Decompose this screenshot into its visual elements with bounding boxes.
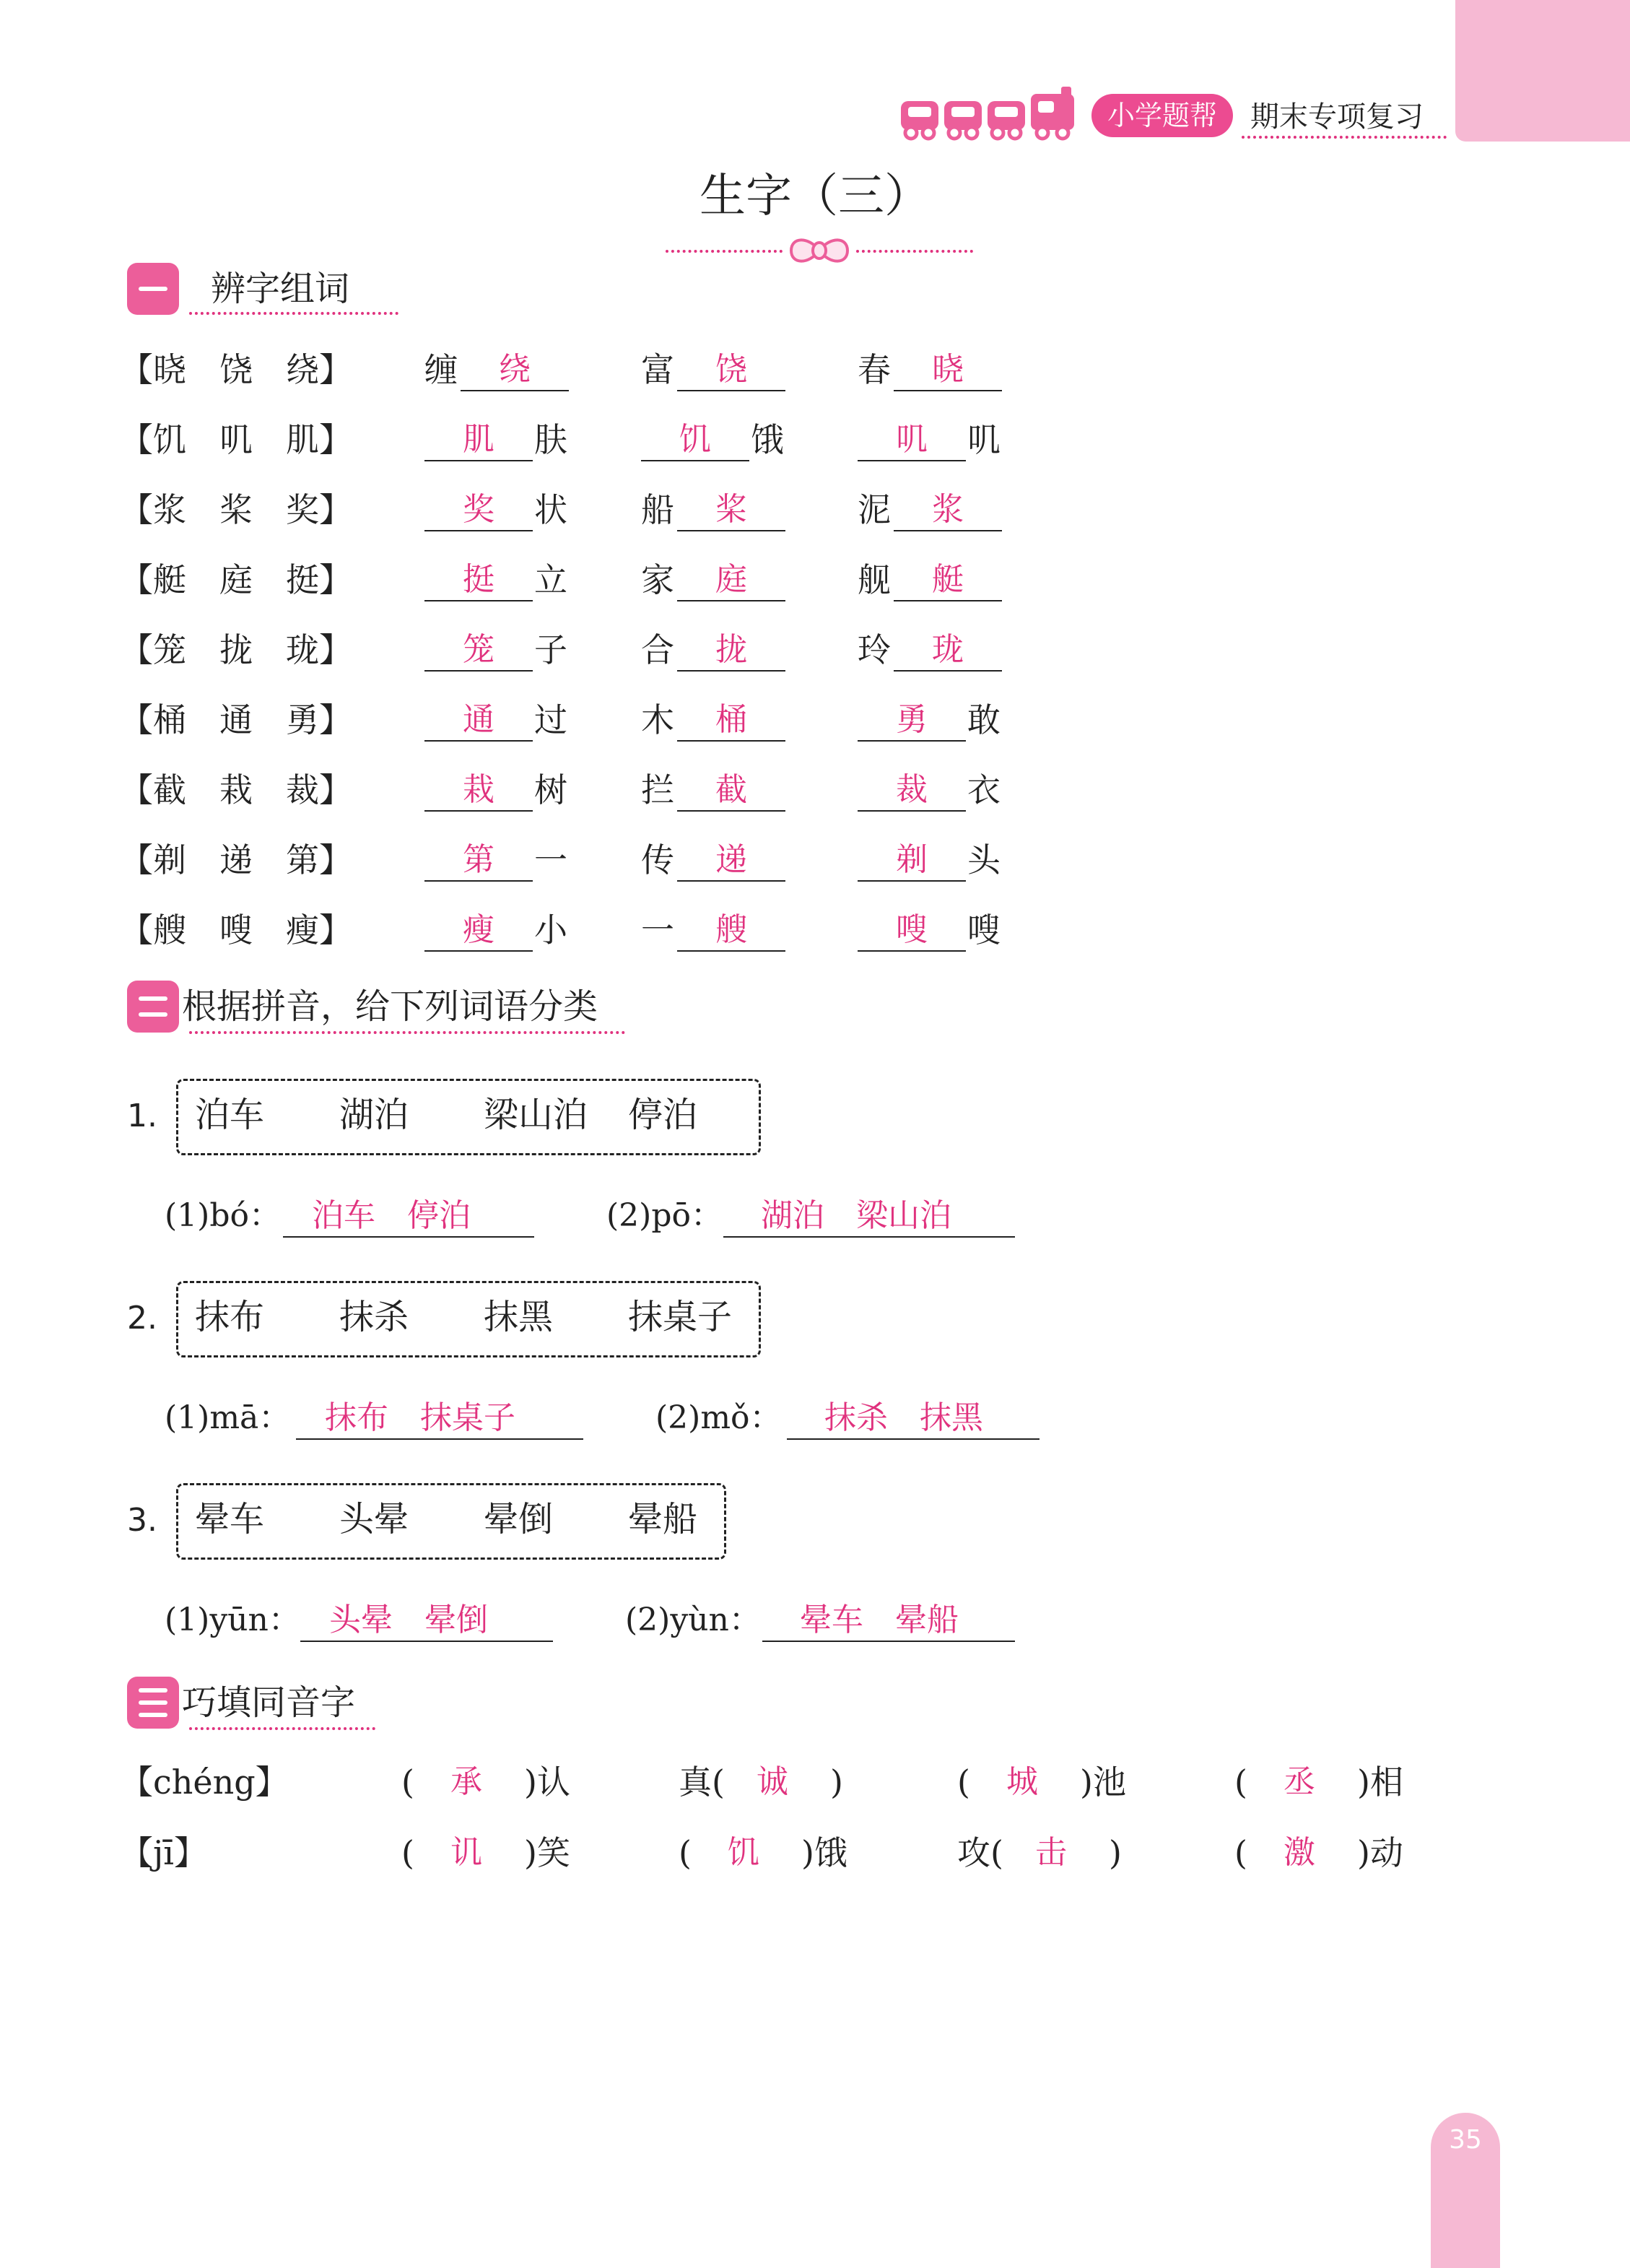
paren-close: )池 [1080,1763,1126,1802]
answer-text[interactable]: 饥 [728,1834,759,1871]
answer-text: 拢 [715,631,747,668]
badge-bar [139,996,167,1001]
answer-text: 抹杀 抹黑 [824,1399,983,1436]
section2-badge [127,981,179,1033]
box-word: 抹黑 [484,1297,554,1337]
paren-open: ( [401,1833,414,1872]
answer-text: 瘦 [463,911,494,948]
paren-close: ) [830,1763,843,1802]
answer-text[interactable]: 承 [450,1763,482,1800]
answer-text: 珑 [932,631,964,668]
answer-text: 裁 [896,771,928,808]
header-subtitle: 期末专项复习 [1250,100,1424,134]
answer-text: 笼 [463,631,494,668]
section3-badge [127,1677,179,1729]
answer-text: 挺 [463,561,494,598]
box-word: 晕倒 [484,1499,554,1539]
answer-text: 剃 [896,841,928,878]
answer-text: 递 [715,841,747,878]
word-suffix: 状 [534,490,567,529]
answer-text: 抹布 抹桌子 [325,1399,515,1436]
box-word: 停泊 [628,1095,698,1135]
pinyin-label: (1)yūn： [165,1602,300,1638]
answer-text: 绕 [499,351,531,388]
box-word: 晕车 [195,1499,265,1539]
word-prefix: 船 [641,490,674,529]
character-group: 【晓 饶 绕】 [120,350,352,389]
answer-text: 嗖 [896,911,928,948]
paren-open: 真( [679,1763,725,1802]
paren-open: ( [957,1763,970,1802]
paren-open: ( [401,1763,414,1802]
section3-underline [189,1727,375,1730]
answer-text[interactable]: 讥 [450,1834,482,1871]
character-group: 【艇 庭 挺】 [120,560,352,599]
header-badge: 小学题帮 [1091,94,1233,137]
question-number: 3. [127,1502,157,1539]
paren-close: ) [1109,1833,1122,1872]
answer-text[interactable]: 城 [1006,1763,1038,1800]
box-word: 抹布 [195,1297,265,1337]
answer-text: 头晕 晕倒 [329,1602,488,1638]
badge-bar [139,287,167,291]
word-prefix: 泥 [858,490,891,529]
page-number: 35 [1449,2125,1482,2155]
answer-text: 浆 [932,491,964,528]
word-prefix: 缠 [424,350,458,389]
answer-text: 饶 [715,351,747,388]
word-suffix: 敢 [967,700,1001,739]
word-suffix: 立 [534,560,567,599]
answer-text[interactable]: 激 [1283,1834,1315,1871]
paren-open: ( [1234,1833,1247,1872]
box-word: 梁山泊 [484,1095,588,1135]
box-word: 头晕 [339,1499,409,1539]
word-prefix: 传 [641,840,674,879]
answer-text: 叽 [896,421,928,458]
box-word: 抹杀 [339,1297,409,1337]
word-prefix: 木 [641,700,674,739]
pinyin-label: (1)bó： [165,1197,281,1234]
answer-text: 桶 [715,701,747,738]
section3-heading: 巧填同音字 [182,1682,356,1723]
word-prefix: 合 [641,630,674,669]
page-title: 生字（三） [699,170,931,223]
answer-text: 艘 [715,911,747,948]
title-divider-left [666,250,783,253]
question-number: 1. [127,1098,157,1134]
word-prefix: 一 [641,911,674,950]
answer-text: 桨 [715,491,747,528]
word-suffix: 子 [534,630,567,669]
section1-heading: 辨字组词 [211,269,350,309]
corner-tab [1455,0,1630,142]
answer-text: 第 [463,841,494,878]
pinyin-label: (2)yùn： [625,1602,761,1638]
word-suffix: 叽 [967,420,1001,459]
pinyin-label: (2)mǒ： [655,1399,782,1436]
answer-text: 截 [715,771,747,808]
badge-bar [139,1688,167,1693]
answer-text: 泊车 停泊 [312,1197,471,1234]
answer-text: 饥 [679,421,711,458]
answer-text: 晓 [932,351,964,388]
section1-badge [127,263,179,315]
box-word: 抹桌子 [628,1297,733,1337]
word-prefix: 家 [641,560,674,599]
word-suffix: 饿 [751,420,784,459]
paren-close: )饿 [801,1833,847,1872]
answer-text[interactable]: 诚 [757,1763,788,1800]
word-prefix: 春 [858,350,891,389]
word-suffix: 嗖 [967,911,1001,950]
word-suffix: 一 [534,840,567,879]
train-icon [898,85,1086,143]
box-word: 湖泊 [339,1095,409,1135]
answer-text[interactable]: 击 [1035,1834,1067,1871]
character-group: 【截 栽 裁】 [120,770,352,809]
pinyin-label: (1)mā： [165,1399,291,1436]
word-suffix: 过 [534,700,567,739]
paren-open: ( [1234,1763,1247,1802]
badge-bar [139,1713,167,1717]
paren-close: )认 [524,1763,570,1802]
pinyin-bracket: 【jī】 [120,1833,207,1872]
pinyin-bracket: 【chéng】 [120,1763,289,1802]
answer-text[interactable]: 丞 [1283,1763,1315,1800]
paren-close: )笑 [524,1833,570,1872]
character-group: 【艘 嗖 瘦】 [120,911,352,950]
word-prefix: 富 [641,350,674,389]
character-group: 【浆 桨 奖】 [120,490,352,529]
badge-bar [139,1012,167,1017]
answer-text: 艇 [932,561,964,598]
answer-text: 肌 [463,421,494,458]
word-prefix: 拦 [641,770,674,809]
answer-text: 湖泊 梁山泊 [761,1197,951,1234]
word-suffix: 肤 [534,420,567,459]
paren-open: 攻( [957,1833,1003,1872]
answer-text: 通 [463,701,494,738]
answer-text: 晕车 晕船 [800,1602,959,1638]
character-group: 【剃 递 第】 [120,840,352,879]
pinyin-label: (2)pō： [606,1197,723,1234]
bow-icon [787,233,852,269]
box-word: 泊车 [195,1095,265,1135]
question-number: 2. [127,1300,157,1337]
character-group: 【饥 叽 肌】 [120,420,352,459]
word-suffix: 树 [534,770,567,809]
paren-close: )动 [1357,1833,1403,1872]
word-suffix: 小 [534,911,567,950]
header-divider [1242,136,1447,139]
answer-text: 勇 [896,701,928,738]
answer-text: 栽 [463,771,494,808]
character-group: 【桶 通 勇】 [120,700,352,739]
word-prefix: 玲 [858,630,891,669]
paren-close: )相 [1357,1763,1403,1802]
section2-underline [189,1031,625,1034]
word-suffix: 衣 [967,770,1001,809]
answer-text: 庭 [715,561,747,598]
badge-bar [139,1700,167,1705]
paren-open: ( [679,1833,692,1872]
section1-underline [189,312,398,315]
word-suffix: 头 [967,840,1001,879]
section2-heading: 根据拼音，给下列词语分类 [182,986,598,1027]
box-word: 晕船 [628,1499,698,1539]
title-divider-right [856,250,973,253]
word-prefix: 舰 [858,560,891,599]
character-group: 【笼 拢 珑】 [120,630,352,669]
answer-text: 奖 [463,491,494,528]
